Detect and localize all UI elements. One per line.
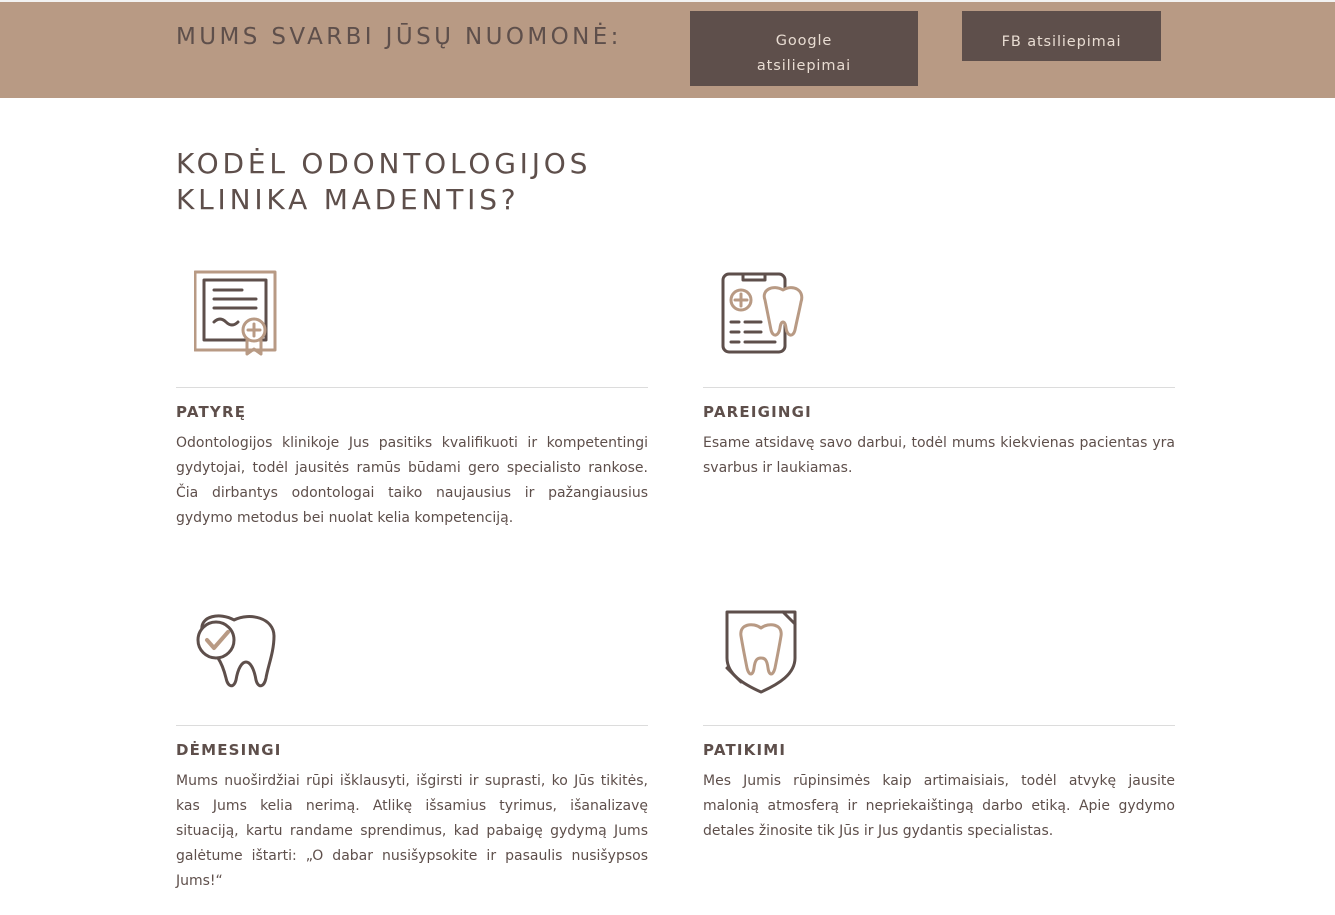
fb-reviews-button[interactable]: FB atsiliepimai (962, 11, 1161, 61)
reviews-banner-title: MUMS SVARBI JŪSŲ NUOMONĖ: (176, 24, 622, 50)
tooth-shield-icon (721, 608, 805, 694)
certificate-icon (194, 270, 278, 356)
tooth-check-icon (194, 608, 278, 694)
reviews-banner (0, 0, 1335, 98)
feature-title: PATIKIMI (703, 741, 787, 759)
feature-divider (176, 725, 648, 726)
google-reviews-button[interactable]: Google atsiliepimai (690, 11, 918, 86)
feature-text: Esame atsidavę savo darbui, todėl mums kiekvienas pacientas yra svarbus ir laukiamas. (703, 435, 1175, 476)
feature-title: DĖMESINGI (176, 741, 282, 759)
feature-title: PATYRĘ (176, 403, 247, 421)
feature-divider (703, 387, 1175, 388)
feature-text: Mes Jumis rūpinsimės kaip artimaisiais, todėl atvykę jausite malonią atmosferą ir nepriekaištingą darbo etiką. Apie gydymo detales žinosite tik Jūs ir Jus gydantis specialistas. (703, 773, 1175, 839)
section-heading: KODĖL ODONTOLOGIJOS KLINIKA MADENTIS? (176, 147, 592, 216)
feature-text: Odontologijos klinikoje Jus pasitiks kvalifikuoti ir kompetentingi gydytojai, todėl jausitės ramūs būdami gero specialisto rankose. Čia dirbantys odontologai taiko naujausius ir pažangiausius gydymo metodus bei nuolat kelia kompetenciją. (176, 435, 648, 526)
feature-text: Mums nuoširdžiai rūpi išklausyti, išgirsti ir suprasti, ko Jūs tikitės, kas Jums kelia nerimą. Atlikę išsamius tyrimus, išanalizavę situaciją, kartu randame sprendimus, kad pabaigę gydymą Jums galėtume ištarti: „O dabar nusišypsokite ir pasaulis nusišypsos Jums!“ (176, 773, 648, 889)
feature-title: PAREIGINGI (703, 403, 812, 421)
feature-divider (176, 387, 648, 388)
feature-divider (703, 725, 1175, 726)
dental-clipboard-icon (721, 270, 805, 356)
